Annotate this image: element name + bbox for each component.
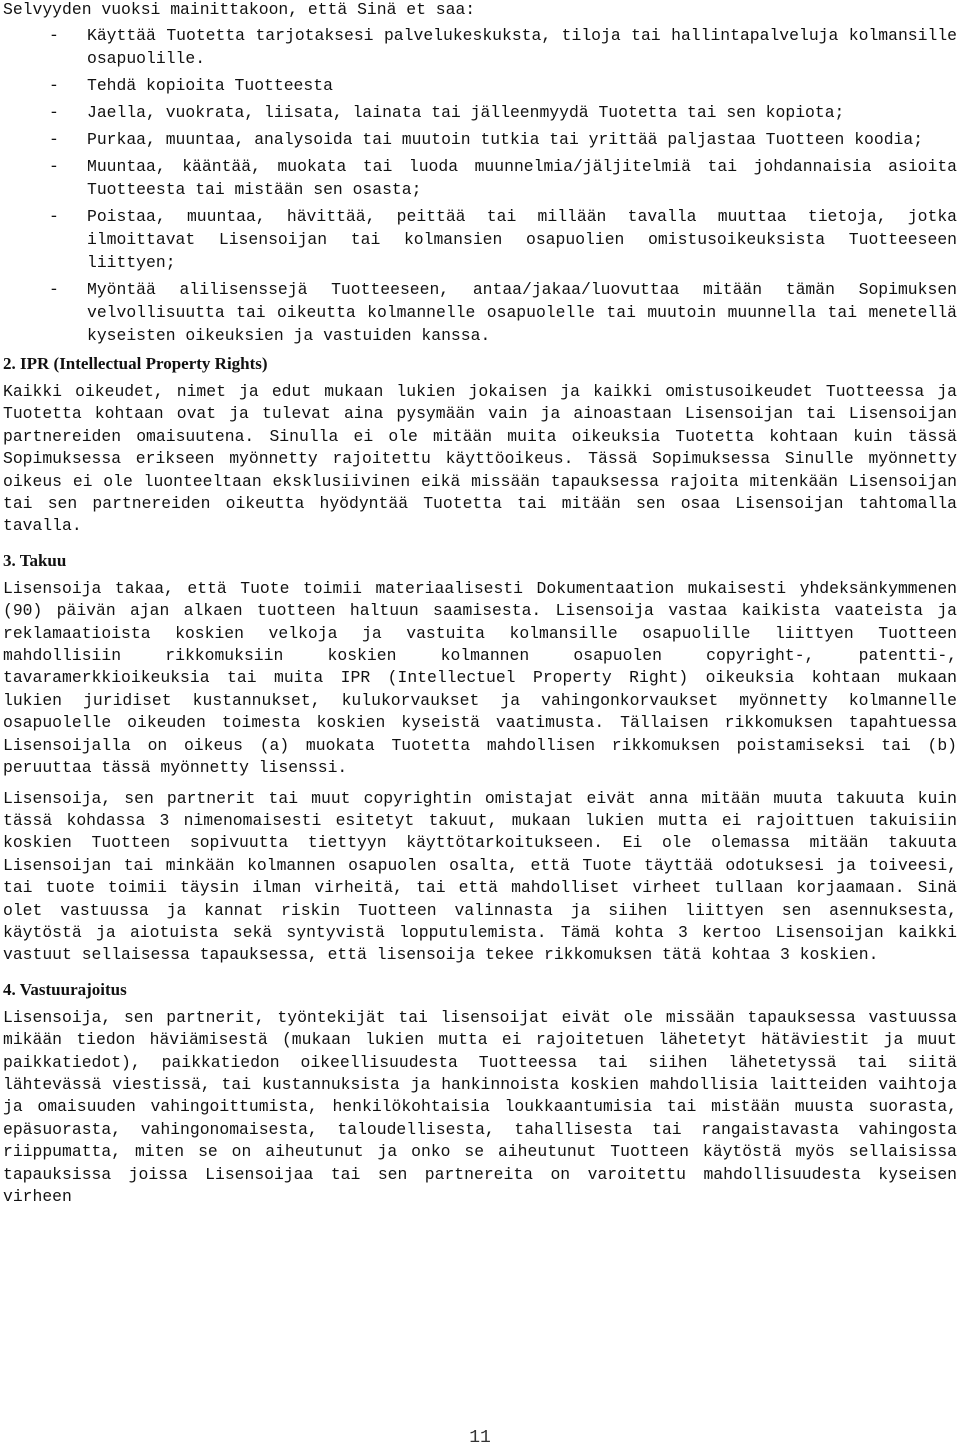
bullet-dash: -: [49, 157, 59, 176]
bullet-dash: -: [49, 280, 59, 299]
section-heading-ipr: 2. IPR (Intellectual Property Rights): [3, 354, 268, 373]
list-item: [3, 278, 957, 347]
list-item-text: Poistaa, muuntaa, hävittää, peittää tai millään tavalla muuttaa tietoja, jotka ilmoittavat Lisensoijan tai kolmansien osapuolien omistusoikeuksista Tuotteeseen liittyen;: [87, 207, 957, 272]
section-heading-takuu: 3. Takuu: [3, 550, 67, 570]
paragraph-ipr: Kaikki oikeudet, nimet ja edut mukaan lukien jokaisen ja kaikki omistusoikeudet Tuotteessa ja Tuotetta kohtaan ovat ja tulevat aina pysymään vain ja ainoastaan Lisensoijan tai Lisensoijan partnereiden omaisuutena. Sinulla ei ole mitään muita oikeuksia Tuotetta kohtaan kuin tässä Sopimuksessa erikseen myönnetty rajoitettu käyttöoikeus. Tässä Sopimuksessa Sinulle myönnetty oikeus ei ole luonteeltaan eksklusiivinen eikä missään tapauksessa rajoita mitenkään Lisensoijan tai sen partnereiden oikeutta hyödyntää Tuotetta tai mitään sen osaa Lisensoijan tahtomalla tavalla.: [3, 382, 957, 536]
paragraph-takuu-1: Lisensoija takaa, että Tuote toimii materiaalisesti Dokumentaation mukaisesti yhdeksänkymmenen (90) päivän ajan alkaen tuotteen haltuun saamisesta. Lisensoija vastaa kaikista vaateista ja reklamaatioista koskien velkoja ja vastuita kolmansille osapuolille liittyen Tuotteen mahdollisiin rikkomuksiin koskien kolmannen osapuolen copyright-, patentti-, tavaramerkkioikeuksia tai muita IPR (Intellectuel Property Right) oikeuksia kohtaan mukaan lukien juridiset kustannukset, kulukorvaukset ja vahingonkorvaukset myönnetty kolmannelle osapuolelle oikeuden toimesta koskien kyseistä vaatimusta. Tällaisen rikkomuksen tapahtuessa Lisensoijalla on oikeus (a) muokata Tuotetta mahdollisen rikkomuksen poistamiseksi tai (b) peruuttaa tässä myönnetty lisenssi.: [3, 578, 957, 778]
document-page: [3, 0, 957, 1208]
list-item: [3, 128, 957, 151]
list-item: [3, 74, 957, 97]
page-number: 11: [469, 1428, 491, 1448]
restriction-list: [3, 24, 957, 347]
list-item: [3, 205, 957, 274]
list-item-text: Käyttää Tuotetta tarjotaksesi palvelukeskuksta, tiloja tai hallintapalveluja kolmansille osapuolille.: [87, 26, 957, 68]
list-item: [3, 24, 957, 70]
list-item-text: Myöntää alilisenssejä Tuotteeseen, antaa/jakaa/luovuttaa mitään tämän Sopimuksen velvollisuutta tai oikeutta kolmannelle osapuolelle tai muutoin muunnella tai menetellä kyseisten oikeuksien ja vastuiden kanssa.: [87, 280, 957, 345]
list-item-text: Tehdä kopioita Tuotteesta: [87, 76, 333, 95]
paragraph-vastuurajoitus: Lisensoija, sen partnerit, työntekijät tai lisensoijat eivät ole missään tapauksessa vastuussa mikään tiedon häviämisestä (mukaan lukien mutta ei rajoitetuen lähetetyt hätäviestit ja muut paikkatiedot), paikkatiedon oikeellisuudesta Tuotteessa tai siihen lähetetyssä tai siitä lähtevässä viestissä, tai kustannuksista ja hankinnoista koskien mahdollisia laitteiden vaihtoja ja omaisuuden vahingoittumista, henkilökohtaisia loukkaantumisia tai mistään muusta suorasta, epäsuorasta, vahingonomaisesta, taloudellisesta, tahallisesta tai rangaistavasta vahingosta riippumatta, miten se on aiheutunut ja onko se aiheutunut Tuotteen käytöstä myös sellaisissa tapauksissa joissa Lisensoijaa tai sen partnereita on varoitettu mahdollisuudesta kyseisen virheen: [3, 1007, 957, 1206]
bullet-dash: -: [49, 207, 59, 226]
list-item-text: Purkaa, muuntaa, analysoida tai muutoin tutkia tai yrittää paljastaa Tuotteen koodia;: [87, 130, 924, 149]
bullet-dash: -: [49, 130, 59, 149]
bullet-dash: -: [49, 76, 59, 95]
intro-text: Selvyyden vuoksi mainittakoon, että Sinä et saa:: [3, 0, 476, 19]
section-heading-vastuurajoitus: 4. Vastuurajoitus: [3, 979, 127, 999]
bullet-dash: -: [49, 26, 59, 45]
list-item-text: Muuntaa, kääntää, muokata tai luoda muunnelmia/jäljitelmiä tai johdannaisia asioita Tuotteesta tai mistään sen osasta;: [87, 157, 957, 199]
list-item-text: Jaella, vuokrata, liisata, lainata tai jälleenmyydä Tuotetta tai sen kopiota;: [87, 103, 845, 122]
paragraph-takuu-2: Lisensoija, sen partnerit tai muut copyrightin omistajat eivät anna mitään muuta takuuta kuin tässä kohdassa 3 nimenomaisesti esitetyt takuut, mukaan lukien mutta ei rajoittuen takuisiin koskien Tuotteen sopivuutta tiettyyn käyttötarkoitukseen. Ei ole olemassa mitään takuuta Lisensoijan tai minkään kolmannen osapuolen osalta, että Tuote täyttää odotuksesi ja toiveesi, tai tuote toimii täysin ilman virheitä, tai että mahdolliset virheet tullaan korjaamaan. Sinä olet vastuussa ja kannat riskin Tuotteen valinnasta ja siihen liittyen sen asennuksesta, käytöstä ja aiotuista sekä syntyvistä lopputulemista. Tämä kohta 3 kertoo Lisensoijan kaikki vastuut sellaisessa tapauksessa, että lisensoija tekee rikkomuksen tätä kohtaa 3 koskien.: [3, 788, 957, 965]
bullet-dash: -: [49, 103, 59, 122]
list-item: [3, 101, 957, 124]
list-item: [3, 155, 957, 201]
